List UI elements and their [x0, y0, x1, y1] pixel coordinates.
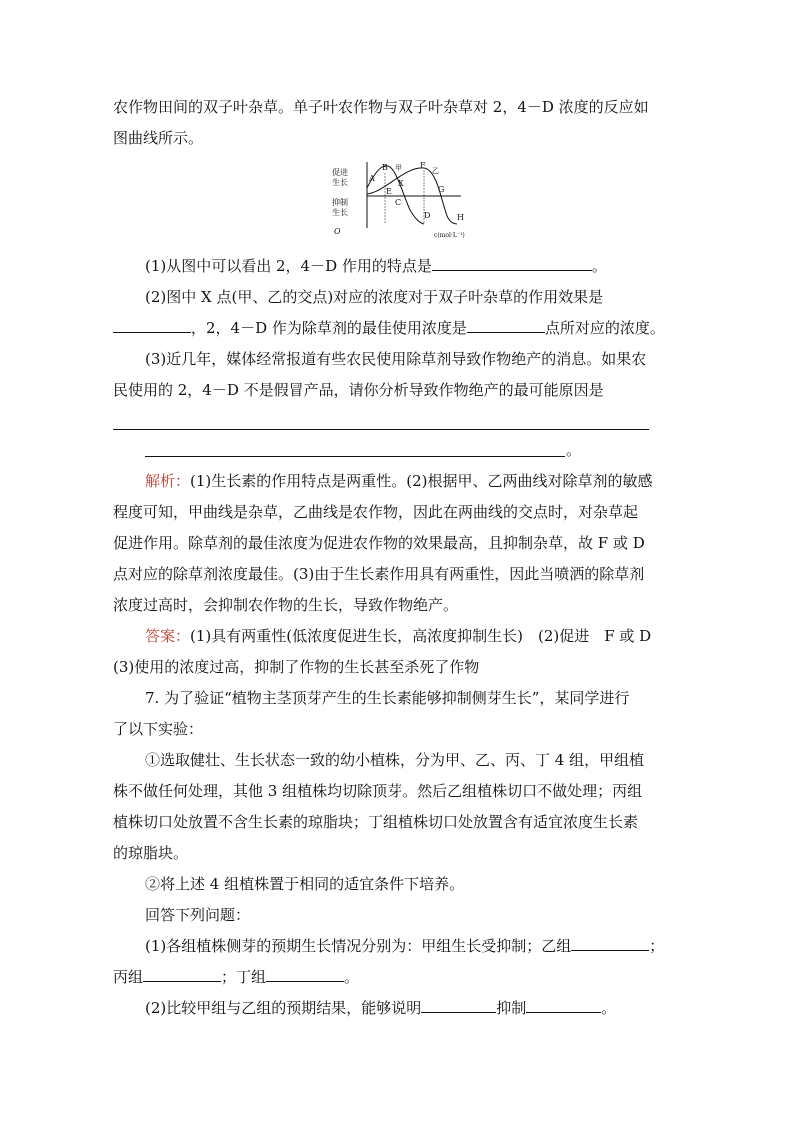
graph-label-promote-1: 促进	[332, 168, 348, 177]
graph-curve-label-yi: 乙	[432, 167, 439, 175]
step-1-line-1: ①选取健壮、生长状态一致的幼小植株，分为甲、乙、丙、丁 4 组，甲组植	[145, 751, 645, 769]
analysis-line-1	[145, 471, 653, 491]
part-1-line-2	[113, 967, 359, 987]
text-line-2: 图曲线所示。	[113, 129, 204, 147]
answer-text-1: (1)具有两重性(低浓度促进生长，高浓度抑制生长) (2)促进 F 或 D	[190, 627, 652, 645]
question-2-line-2	[113, 318, 665, 338]
graph-point-b: B	[382, 163, 388, 172]
step-1-line-2: 株不做任何处理，其他 3 组植株均切除顶芽。然后乙组植株切口不做处理；丙组	[113, 782, 643, 800]
graph-point-f: F	[420, 161, 426, 170]
answer-line-1	[145, 626, 651, 646]
graph-label-promote-2: 生长	[332, 178, 348, 187]
graph-point-a: A	[369, 174, 375, 183]
answer-blank[interactable]	[467, 318, 545, 333]
question-3-end: 。	[566, 441, 582, 459]
analysis-text-1: (1)生长素的作用特点是两重性。(2)根据甲、乙两曲线对除草剂的敏感	[190, 472, 653, 490]
punct: 。	[344, 968, 360, 986]
graph-x-axis-label: c(mol·L⁻¹)	[434, 232, 465, 239]
analysis-line-2: 程度可知，甲曲线是杂草，乙曲线是农作物，因此在两曲线的交点时，对杂草起	[113, 503, 639, 521]
answer-rule-1[interactable]	[113, 429, 649, 430]
step-2: ②将上述 4 组植株置于相同的适宜条件下培养。	[145, 875, 465, 893]
analysis-line-3: 促进作用。除草剂的最佳浓度为促进农作物的效果最高，且抑制杂草，故 F 或 D	[113, 534, 645, 552]
answer-blank[interactable]	[113, 318, 191, 333]
question-1	[145, 256, 607, 276]
questions-heading: 回答下列问题：	[145, 906, 251, 924]
question-7-line-1: 7. 为了验证“植物主茎顶芽产生的生长素能够抑制侧芽生长”，某同学进行	[145, 689, 630, 707]
question-2-line-1: (2)图中 X 点(甲、乙的交点)对应的浓度对于双子叶杂草的作用效果是	[145, 288, 604, 306]
graph-point-c: C	[395, 198, 402, 207]
graph-label-inhibit-1: 抑制	[332, 198, 348, 207]
punct: 。	[601, 999, 617, 1017]
punct: 。	[591, 257, 607, 275]
part-2-inhibit: 抑制	[496, 999, 527, 1017]
step-1-line-3: 植株切口处放置不含生长素的琼脂块；丁组植株切口处放置含有适宜浓度生长素	[113, 813, 639, 831]
part-1-ding: ；丁组	[221, 968, 267, 986]
punct: ；	[649, 937, 665, 955]
graph-curve-label-jia: 甲	[395, 164, 402, 172]
question-1-text: (1)从图中可以看出 2，4－D 作用的特点是	[145, 257, 432, 275]
answer-line-2: (3)使用的浓度过高，抑制了作物的生长甚至杀死了作物	[113, 658, 480, 676]
answer-blank[interactable]	[526, 998, 601, 1013]
answer-blank[interactable]	[421, 998, 496, 1013]
graph-point-e: E	[386, 187, 392, 196]
answer-blank[interactable]	[266, 967, 344, 982]
question-3-line-2: 民使用的 2，4－D 不是假冒产品，请你分析导致作物绝产的最可能原因是	[113, 381, 604, 399]
part-2-line	[145, 998, 616, 1018]
part-1-text: (1)各组植株侧芽的预期生长情况分别为：甲组生长受抑制；乙组	[145, 937, 572, 955]
question-2-mid: ，2，4－D 作为除草剂的最佳使用浓度是	[191, 319, 467, 337]
analysis-line-4: 点对应的除草剂浓度最佳。(3)由于生长素作用具有两重性，因此当喷洒的除草剂	[113, 565, 645, 583]
part-2-text: (2)比较甲组与乙组的预期结果，能够说明	[145, 999, 422, 1017]
graph-point-x: X	[398, 179, 404, 188]
analysis-line-5: 浓度过高时，会抑制农作物的生长，导致作物绝产。	[113, 596, 459, 614]
question-3-line-1: (3)近几年，媒体经常报道有些农民使用除草剂导致作物绝产的消息。如果农	[145, 350, 647, 368]
answer-blank[interactable]	[143, 967, 221, 982]
graph-point-h: H	[457, 213, 464, 222]
graph-origin-label: O	[334, 227, 341, 236]
answer-rule-2[interactable]	[145, 456, 565, 457]
part-1-line-1	[145, 936, 664, 956]
question-2-end: 点所对应的浓度。	[544, 319, 665, 337]
graph-point-d: D	[424, 211, 431, 220]
answer-blank[interactable]	[571, 936, 649, 951]
concentration-response-graph	[330, 158, 465, 240]
step-1-line-4: 的琼脂块。	[113, 844, 189, 862]
text-line-1: 农作物田间的双子叶杂草。单子叶农作物与双子叶杂草对 2，4－D 浓度的反应如	[113, 98, 649, 116]
curve-jia	[367, 166, 424, 224]
answer-blank[interactable]	[432, 256, 592, 271]
question-7-line-2: 了以下实验：	[113, 720, 204, 738]
graph-point-g: G	[438, 185, 445, 194]
analysis-label: 解析：	[145, 472, 191, 490]
answer-label: 答案：	[145, 627, 191, 645]
graph-label-inhibit-2: 生长	[332, 208, 348, 217]
part-1-bing: 丙组	[113, 968, 144, 986]
